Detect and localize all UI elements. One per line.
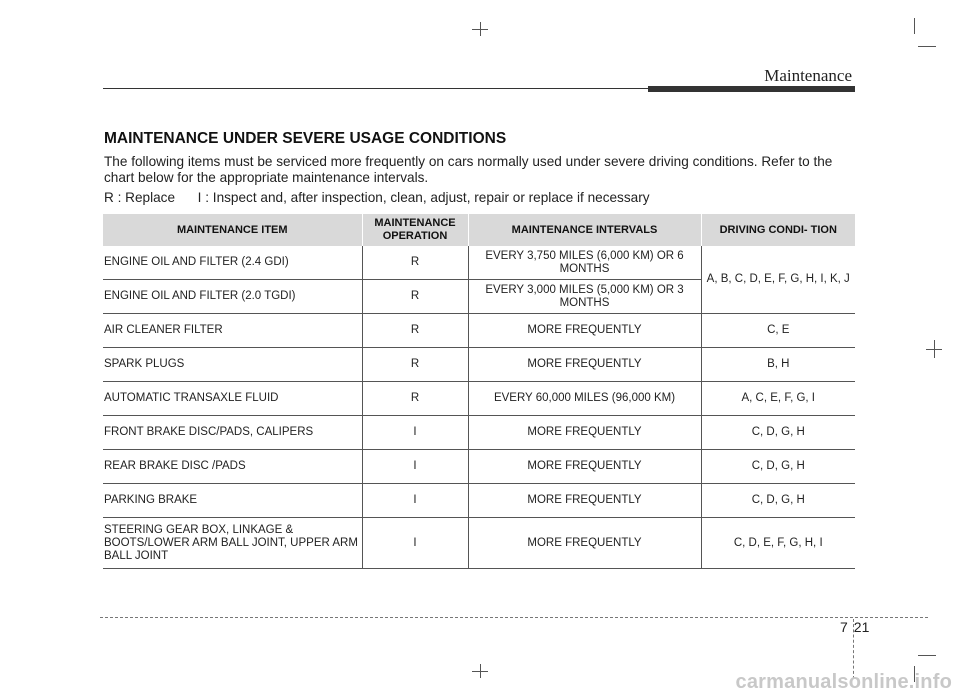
cell-interval: EVERY 3,750 MILES (6,000 KM) OR 6 MONTHS xyxy=(468,246,701,280)
table-row xyxy=(103,314,855,348)
cell-operation: I xyxy=(362,416,468,450)
crop-mark-topright-vertical xyxy=(914,18,915,34)
cell-item: PARKING BRAKE xyxy=(103,484,362,518)
page-number xyxy=(840,619,869,635)
footer-divider xyxy=(853,619,854,679)
table-row xyxy=(103,518,855,569)
table-header-row xyxy=(103,214,855,246)
maintenance-table xyxy=(103,214,855,569)
table-row xyxy=(103,450,855,484)
cell-condition: A, B, C, D, E, F, G, H, I, K, J xyxy=(701,246,855,314)
cell-operation: R xyxy=(362,246,468,280)
cell-item: STEERING GEAR BOX, LINKAGE & BOOTS/LOWER ARM BALL JOINT, UPPER ARM BALL JOINT xyxy=(103,518,362,569)
cell-operation: I xyxy=(362,518,468,569)
cell-condition: C, D, G, H xyxy=(701,450,855,484)
header-accent-bar xyxy=(648,86,855,92)
cell-operation: R xyxy=(362,348,468,382)
intro-paragraph: The following items must be serviced more frequently on cars normally used under severe driving conditions. Refer to the chart below for the appropriate maintenance intervals. xyxy=(104,154,833,185)
cell-interval: MORE FREQUENTLY xyxy=(468,518,701,569)
table-row xyxy=(103,484,855,518)
cell-item: ENGINE OIL AND FILTER (2.0 TGDI) xyxy=(103,280,362,314)
cell-operation: R xyxy=(362,382,468,416)
cell-interval: EVERY 60,000 MILES (96,000 KM) xyxy=(468,382,701,416)
cell-condition: B, H xyxy=(701,348,855,382)
cell-interval: MORE FREQUENTLY xyxy=(468,450,701,484)
cell-operation: I xyxy=(362,450,468,484)
footer-rule xyxy=(100,617,928,618)
legend-text: R : Replace I : Inspect and, after inspection, clean, adjust, repair or replace if necessary xyxy=(104,190,650,205)
cell-item: REAR BRAKE DISC /PADS xyxy=(103,450,362,484)
cell-operation: R xyxy=(362,280,468,314)
crop-mark-bottomright-horizontal xyxy=(918,655,936,656)
cell-interval: EVERY 3,000 MILES (5,000 KM) OR 3 MONTHS xyxy=(468,280,701,314)
cell-item: ENGINE OIL AND FILTER (2.4 GDI) xyxy=(103,246,362,280)
cell-item: SPARK PLUGS xyxy=(103,348,362,382)
watermark: carmanualsonline.info xyxy=(735,671,952,693)
table-row xyxy=(103,348,855,382)
table-row xyxy=(103,382,855,416)
cell-item: AUTOMATIC TRANSAXLE FLUID xyxy=(103,382,362,416)
crop-mark-right-horizontal xyxy=(926,349,942,350)
crop-mark-top-horizontal xyxy=(472,29,488,30)
table-row xyxy=(103,416,855,450)
cell-interval: MORE FREQUENTLY xyxy=(468,416,701,450)
cell-interval: MORE FREQUENTLY xyxy=(468,348,701,382)
table-row xyxy=(103,246,855,280)
cell-condition: C, D, G, H xyxy=(701,484,855,518)
chapter-number: 7 xyxy=(840,619,848,635)
page-number-value: 21 xyxy=(853,619,870,635)
cell-operation: R xyxy=(362,314,468,348)
cell-interval: MORE FREQUENTLY xyxy=(468,314,701,348)
section-title: MAINTENANCE UNDER SEVERE USAGE CONDITIONS xyxy=(104,130,507,147)
running-header-title: Maintenance xyxy=(764,66,852,85)
header-driving-condition: DRIVING CONDI- TION xyxy=(701,214,855,246)
header-maintenance-intervals: MAINTENANCE INTERVALS xyxy=(468,214,701,246)
header-maintenance-operation: MAINTENANCE OPERATION xyxy=(362,214,468,246)
crop-mark-topright-horizontal xyxy=(918,46,936,47)
cell-condition: C, D, G, H xyxy=(701,416,855,450)
crop-mark-bottom-horizontal xyxy=(472,671,488,672)
cell-condition: C, E xyxy=(701,314,855,348)
cell-item: FRONT BRAKE DISC/PADS, CALIPERS xyxy=(103,416,362,450)
cell-condition: A, C, E, F, G, I xyxy=(701,382,855,416)
cell-interval: MORE FREQUENTLY xyxy=(468,484,701,518)
header-maintenance-item: MAINTENANCE ITEM xyxy=(103,214,362,246)
cell-condition: C, D, E, F, G, H, I xyxy=(701,518,855,569)
cell-item: AIR CLEANER FILTER xyxy=(103,314,362,348)
cell-operation: I xyxy=(362,484,468,518)
